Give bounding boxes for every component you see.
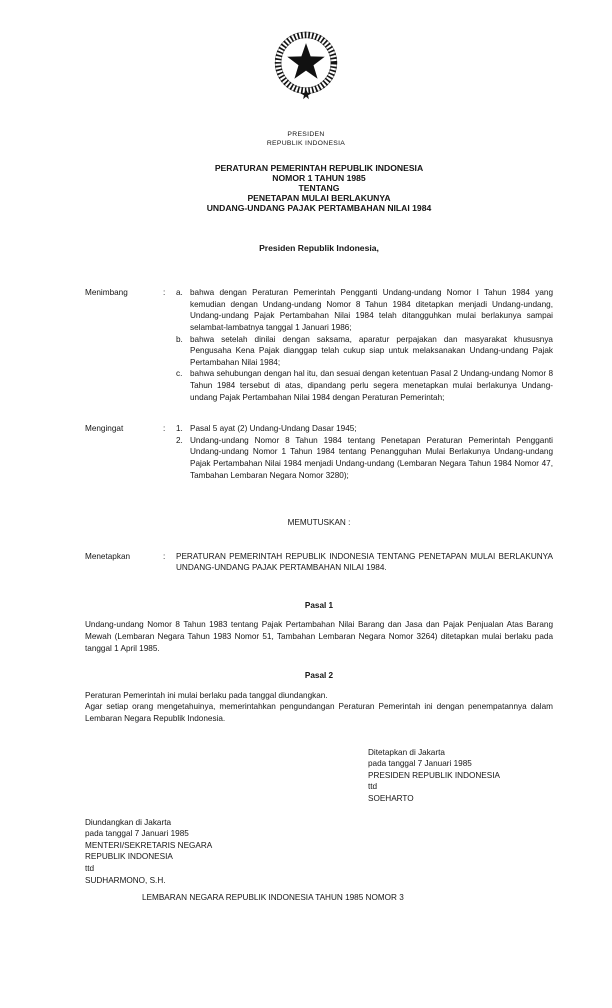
agency-line-republik: REPUBLIK INDONESIA: [266, 140, 346, 148]
menetapkan-text: PERATURAN PEMERINTAH REPUBLIK INDONESIA TENTANG PENETAPAN MULAI BERLAKUNYA UNDANG-UNDANG PAJAK PERTAMBAHAN NILAI 1984.: [176, 551, 553, 573]
document-body: [85, 163, 553, 904]
title-line-4: PENETAPAN MULAI BERLAKUNYA: [247, 193, 391, 204]
agency-name: [0, 130, 612, 149]
menimbang-colon: :: [163, 288, 166, 298]
item-text: bahwa dengan Peraturan Pemerintah Pengganti Undang-undang Nomor I Tahun 1984 yang kemudian dengan Undang-undang Nomor 8 Tahun 1984 ditetapkan menjadi Undang-undang, Undang-undang Pajak Pertambahan Nilai 1984 telah ditangguhkan mulai berlakunya sampai selambat-lambatnya tanggal 1 Januari 1986;: [190, 288, 553, 332]
document-title: [85, 163, 553, 214]
title-line-3: TENTANG: [298, 183, 340, 193]
item-marker: b.: [176, 334, 183, 344]
promulgation-office-line2: REPUBLIK INDONESIA: [85, 852, 173, 862]
enactment-signature-block: [368, 747, 553, 805]
title-line-2: NOMOR 1 TAHUN 1985: [272, 172, 366, 183]
mengingat-colon: :: [163, 424, 166, 434]
enactment-date: pada tanggal 7 Januari 1985: [368, 759, 472, 769]
promulgation-ttd: ttd: [85, 863, 95, 873]
menimbang-items: [176, 287, 553, 403]
mengingat-section: [85, 423, 553, 481]
title-line-1: PERATURAN PEMERINTAH REPUBLIK INDONESIA: [214, 162, 424, 173]
enactment-signer-name: SOEHARTO: [368, 794, 414, 804]
promulgation-date: pada tanggal 7 Januari 1985: [85, 829, 189, 839]
item-marker: 1.: [176, 424, 183, 434]
pasal-2-line-1: Peraturan Pemerintah ini mulai berlaku pada tanggal diundangkan.: [85, 690, 328, 700]
item-marker: c.: [176, 369, 183, 379]
menetapkan-section: [85, 551, 553, 574]
item-text: bahwa setelah dinilai dengan saksama, aparatur perpajakan dan masyarakat khususnya Pengusaha Kena Pajak dianggap telah cukup siap untuk melaksanakan Undang-undang Pajak Pertambahan Nilai 1984;: [190, 334, 553, 367]
menimbang-section: [85, 287, 553, 403]
pasal-2-line-2: Agar setiap orang mengetahuinya, memerintahkan pengundangan Peraturan Pemerintah ini dengan penempatannya dalam Lembaran Negara Republik Indonesia.: [85, 702, 553, 724]
mengingat-label: Mengingat: [85, 424, 124, 434]
item-marker: a.: [176, 288, 183, 298]
enactment-place: Ditetapkan di Jakarta: [368, 747, 445, 757]
item-text: Pasal 5 ayat (2) Undang-Undang Dasar 1945;: [190, 424, 357, 434]
letterhead: [0, 0, 612, 149]
item-marker: 2.: [176, 435, 183, 445]
list-item: [176, 368, 553, 403]
enactment-ttd: ttd: [368, 782, 378, 792]
promulgation-signer-name: SUDHARMONO, S.H.: [85, 875, 166, 885]
list-item: [176, 435, 553, 481]
pasal-1-body: Undang-undang Nomor 8 Tahun 1983 tentang Pajak Pertambahan Nilai Barang dan Jasa dan Pajak Penjualan Atas Barang Mewah (Lembaran Negara Tahun 1983 Nomor 51, Tambahan Lembaran Negara Nomor 3264) ditetapkan mulai berlaku pada tanggal 1 April 1985.: [85, 620, 553, 653]
menetapkan-label: Menetapkan: [85, 551, 131, 561]
menimbang-label: Menimbang: [85, 288, 128, 298]
state-gazette-reference: LEMBARAN NEGARA REPUBLIK INDONESIA TAHUN 1985 NOMOR 3: [142, 893, 404, 903]
promulgation-signature-block: [85, 817, 553, 887]
promulgation-place: Diundangkan di Jakarta: [85, 817, 172, 827]
memutuskan-heading: MEMUTUSKAN :: [287, 518, 351, 528]
agency-line-presiden: PRESIDEN: [287, 130, 325, 138]
list-item: [176, 423, 553, 435]
item-text: Undang-undang Nomor 8 Tahun 1984 tentang Penetapan Peraturan Pemerintah Pengganti Undang-undang Nomor 1 Tahun 1984 tentang Penangguhan Mulai Berlakunya Undang-undang Pajak Pertambahan Nilai 1984 menjadi Undang-undang (Lembaran Negara Tahun 1984 Nomor 47, Tambahan Lembaran Negara Nomor 3280);: [190, 435, 553, 480]
pasal-2-body: [85, 690, 553, 725]
mengingat-items: [176, 423, 553, 481]
list-item: [176, 334, 553, 369]
title-line-5: UNDANG-UNDANG PAJAK PERTAMBAHAN NILAI 1984: [206, 203, 432, 214]
promulgation-office-line1: MENTERI/SEKRETARIS NEGARA: [85, 840, 213, 850]
menetapkan-colon: :: [163, 551, 166, 561]
pasal-1-heading: Pasal 1: [304, 600, 334, 610]
star-wreath-emblem-icon: [265, 26, 347, 116]
item-text: bahwa sehubungan dengan hal itu, dan sesuai dengan ketentuan Pasal 2 Undang-undang Nomor 8 Tahun 1984 tersebut di atas, dipandang perlu segera menetapkan mulai berlakunya Undang-undang Pajak Pertambahan Nilai 1984 dengan Peraturan Pemerintah;: [190, 369, 553, 402]
enactment-office: PRESIDEN REPUBLIK INDONESIA: [368, 770, 500, 780]
salutation: Presiden Republik Indonesia,: [259, 242, 379, 253]
list-item: [176, 287, 553, 333]
pasal-2-heading: Pasal 2: [304, 671, 334, 681]
